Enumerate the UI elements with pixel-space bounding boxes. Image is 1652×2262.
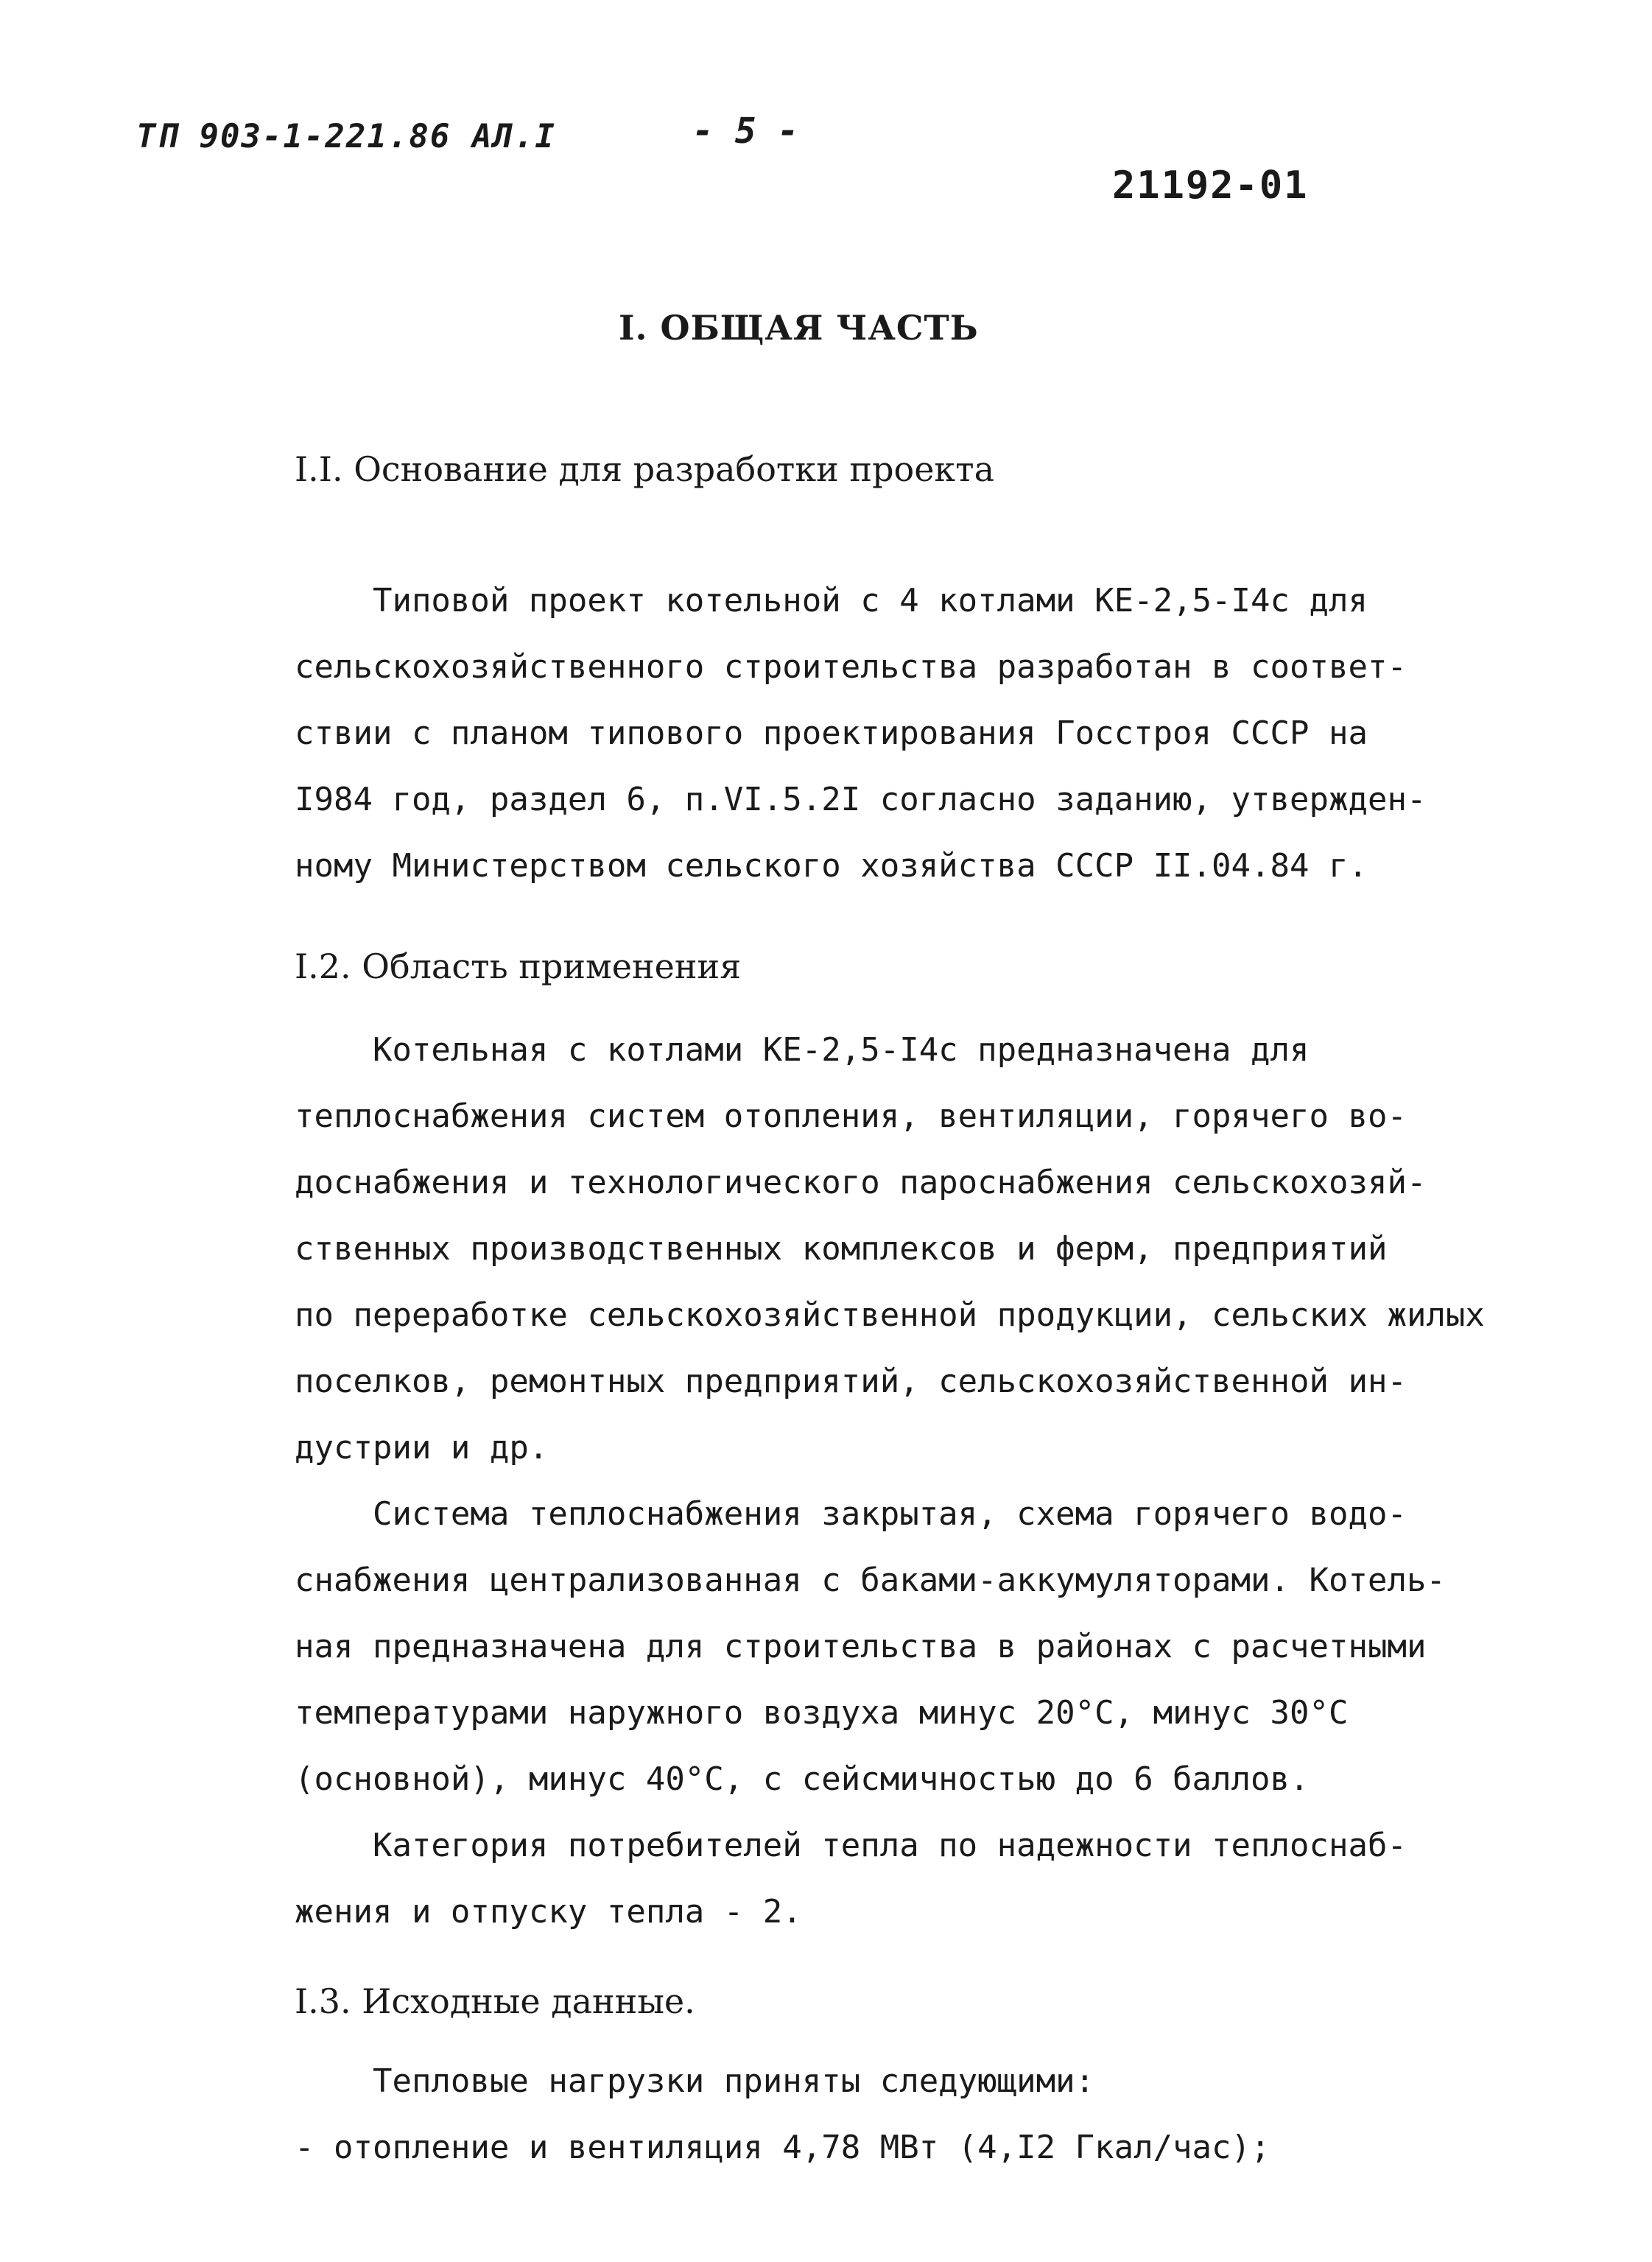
archive-number: 21192-01 bbox=[1112, 164, 1309, 208]
s2-line-3: доснабжения и технологического пароснабжения сельскохозяй- bbox=[295, 1164, 1427, 1201]
section-title: I. ОБЩАЯ ЧАСТЬ bbox=[619, 308, 979, 348]
s2-line-13: Категория потребителей тепла по надежности теплоснаб- bbox=[295, 1827, 1407, 1864]
s1-line-2: сельскохозяйственного строительства разработан в соответ- bbox=[295, 648, 1407, 686]
s2-line-10: ная предназначена для строительства в районах с расчетными bbox=[295, 1628, 1427, 1665]
heading-1-1: I.I. Основание для разработки проекта bbox=[295, 449, 995, 489]
s1-line-4: I984 год, раздел 6, п.VI.5.2I согласно заданию, утвержден- bbox=[295, 781, 1427, 818]
s3-line-1: Тепловые нагрузки приняты следующими: bbox=[295, 2062, 1095, 2100]
page-number: - 5 - bbox=[692, 110, 799, 152]
s2-line-14: жения и отпуску тепла - 2. bbox=[295, 1893, 802, 1931]
s2-line-2: теплоснабжения систем отопления, вентиляции, горячего во- bbox=[295, 1097, 1407, 1135]
s1-line-5: ному Министерством сельского хозяйства СССР II.04.84 г. bbox=[295, 847, 1368, 885]
s2-line-5: по переработке сельскохозяйственной продукции, сельских жилых bbox=[295, 1296, 1485, 1334]
s2-line-4: ственных производственных комплексов и ферм, предприятий bbox=[295, 1230, 1388, 1268]
s3-line-2: - отопление и вентиляция 4,78 МВт (4,I2 Гкал/час); bbox=[295, 2129, 1270, 2166]
s2-line-1: Котельная с котлами КЕ-2,5-I4с предназначена для bbox=[295, 1031, 1310, 1069]
s2-line-7: дустрии и др. bbox=[295, 1429, 549, 1467]
s2-line-8: Система теплоснабжения закрытая, схема горячего водо- bbox=[295, 1495, 1407, 1533]
s1-line-1: Типовой проект котельной с 4 котлами КЕ-2,5-I4с для bbox=[295, 582, 1368, 619]
heading-1-3: I.3. Исходные данные. bbox=[295, 1981, 695, 2021]
heading-1-2: I.2. Область применения bbox=[295, 946, 742, 986]
s1-line-3: ствии с планом типового проектирования Госстроя СССР на bbox=[295, 714, 1368, 752]
doc-code: ТП 903-1-221.86 АЛ.I bbox=[136, 118, 556, 155]
s2-line-12: (основной), минус 40°С, с сейсмичностью до 6 баллов. bbox=[295, 1760, 1310, 1798]
s2-line-6: поселков, ремонтных предприятий, сельскохозяйственной ин- bbox=[295, 1363, 1407, 1400]
s2-line-11: температурами наружного воздуха минус 20°С, минус 30°С bbox=[295, 1694, 1349, 1732]
s2-line-9: снабжения централизованная с баками-аккумуляторами. Котель- bbox=[295, 1562, 1446, 1599]
